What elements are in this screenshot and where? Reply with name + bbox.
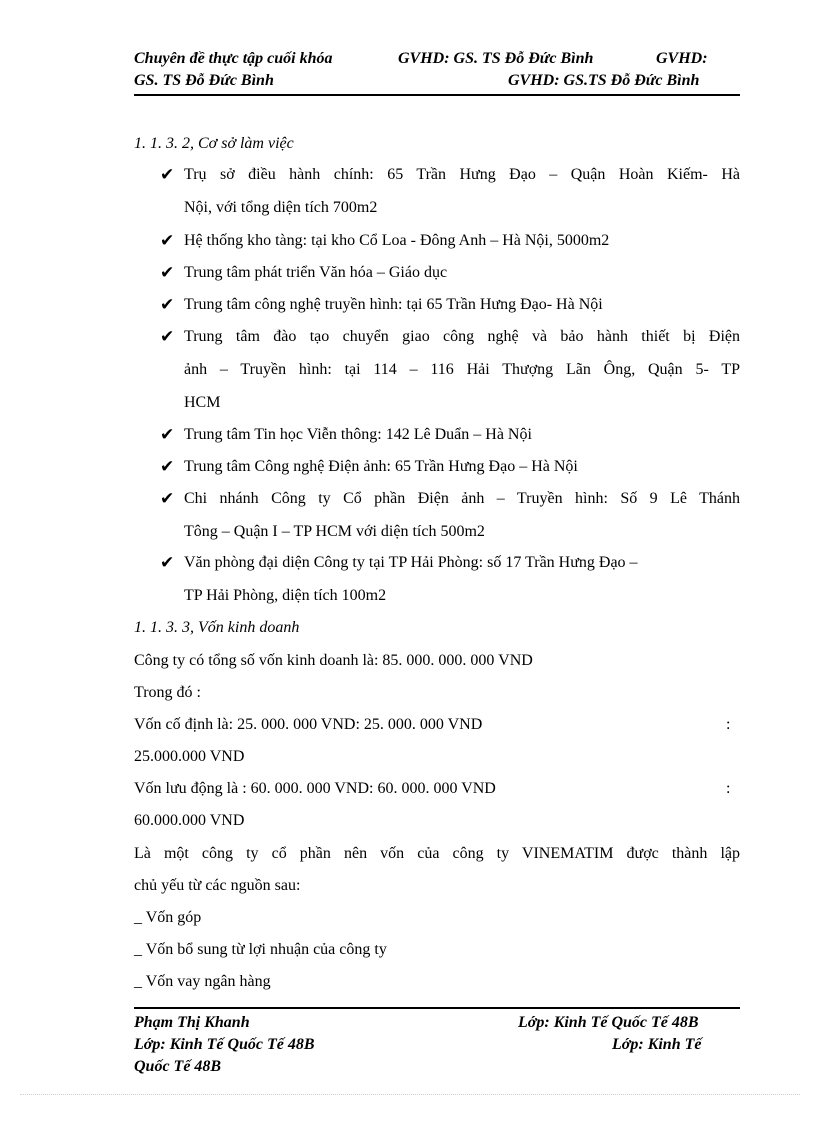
checkmark-icon: ✔ [160,263,175,282]
footer-class-continued: Quốc Tế 48B [134,1058,222,1075]
bullet-line: Hệ thống kho tàng: tại kho Cổ Loa - Đông Anh – Hà Nội, 5000m2 [184,232,610,249]
list-item: _ Vốn vay ngân hàng [134,973,271,990]
list-item: _ Vốn góp [134,909,202,926]
bullet-line: HCM [184,394,221,411]
list-item: _ Vốn bổ sung từ lợi nhuận của công ty [134,941,387,958]
section-title-capital: 1. 1. 3. 3, Vốn kinh doanh [134,619,300,636]
tab-colon: : [726,716,731,733]
bullet-line: Tông – Quận I – TP HCM với diện tích 500m2 [184,523,485,540]
bullet-line: Trung tâm Tin học Viễn thông: 142 Lê Duẩn – Hà Nội [184,426,532,443]
paragraph-total-capital: Công ty có tổng số vốn kinh doanh là: 85. 000. 000. 000 VND [134,652,533,669]
paragraph-fixed-capital-value: 25.000.000 VND [134,748,245,765]
tab-colon: : [726,780,731,797]
header-advisor-repeat: GVHD: GS.TS Đỗ Đức Bình [508,72,700,89]
bullet-line: Chi nhánh Công ty Cổ phần Điện ảnh – Truyền hình: Số 9 Lê Thánh [184,490,740,507]
section-title-workplace: 1. 1. 3. 2, Cơ sở làm việc [134,135,294,152]
header-advisor: GVHD: GS. TS Đỗ Đức Bình [398,50,594,67]
header-course-title: Chuyên đề thực tập cuối khóa [134,50,333,67]
bullet-line: TP Hải Phòng, diện tích 100m2 [184,587,387,604]
footer-class-repeat: Lớp: Kinh Tế Quốc Tế 48B [134,1036,315,1053]
footer-class-label: Lớp: Kinh Tế [612,1036,702,1053]
bullet-line: Nội, với tổng diện tích 700m2 [184,199,378,216]
paragraph-capital-sources-cont: chủ yếu từ các nguồn sau: [134,877,301,894]
bullet-line: Văn phòng đại diện Công ty tại TP Hải Phòng: số 17 Trần Hưng Đạo – [184,554,638,571]
header-divider [134,94,740,96]
header-advisor-label: GVHD: [656,50,708,67]
footer-divider [134,1007,740,1009]
checkmark-icon: ✔ [160,457,175,476]
bullet-line: Trụ sở điều hành chính: 65 Trần Hưng Đạo – Quận Hoàn Kiếm- Hà [184,166,740,183]
bullet-line: Trung tâm công nghệ truyền hình: tại 65 Trần Hưng Đạo- Hà Nội [184,296,603,313]
paragraph-capital-sources: Là một công ty cổ phần nên vốn của công ty VINEMATIM được thành lập [134,845,740,862]
checkmark-icon: ✔ [160,231,175,250]
header-advisor-name: GS. TS Đỗ Đức Bình [134,72,274,89]
paragraph-fixed-capital: Vốn cố định là: 25. 000. 000 VND: 25. 000. 000 VND [134,716,483,733]
checkmark-icon: ✔ [160,425,175,444]
checkmark-icon: ✔ [160,327,175,346]
page-bottom-edge [20,1094,800,1095]
checkmark-icon: ✔ [160,165,175,184]
bullet-line: Trung tâm Công nghệ Điện ảnh: 65 Trần Hưng Đạo – Hà Nội [184,458,578,475]
paragraph-including: Trong đó : [134,684,201,701]
checkmark-icon: ✔ [160,489,175,508]
checkmark-icon: ✔ [160,553,175,572]
footer-author: Phạm Thị Khanh [134,1014,250,1031]
bullet-line: ảnh – Truyền hình: tại 114 – 116 Hải Thượng Lãn Ông, Quận 5- TP [184,361,740,378]
bullet-line: Trung tâm phát triển Văn hóa – Giáo dục [184,264,448,281]
bullet-line: Trung tâm đào tạo chuyển giao công nghệ và bảo hành thiết bị Điện [184,328,740,345]
checkmark-icon: ✔ [160,295,175,314]
paragraph-working-capital-value: 60.000.000 VND [134,812,245,829]
paragraph-working-capital: Vốn lưu động là : 60. 000. 000 VND: 60. 000. 000 VND [134,780,496,797]
footer-class: Lớp: Kinh Tế Quốc Tế 48B [518,1014,699,1031]
